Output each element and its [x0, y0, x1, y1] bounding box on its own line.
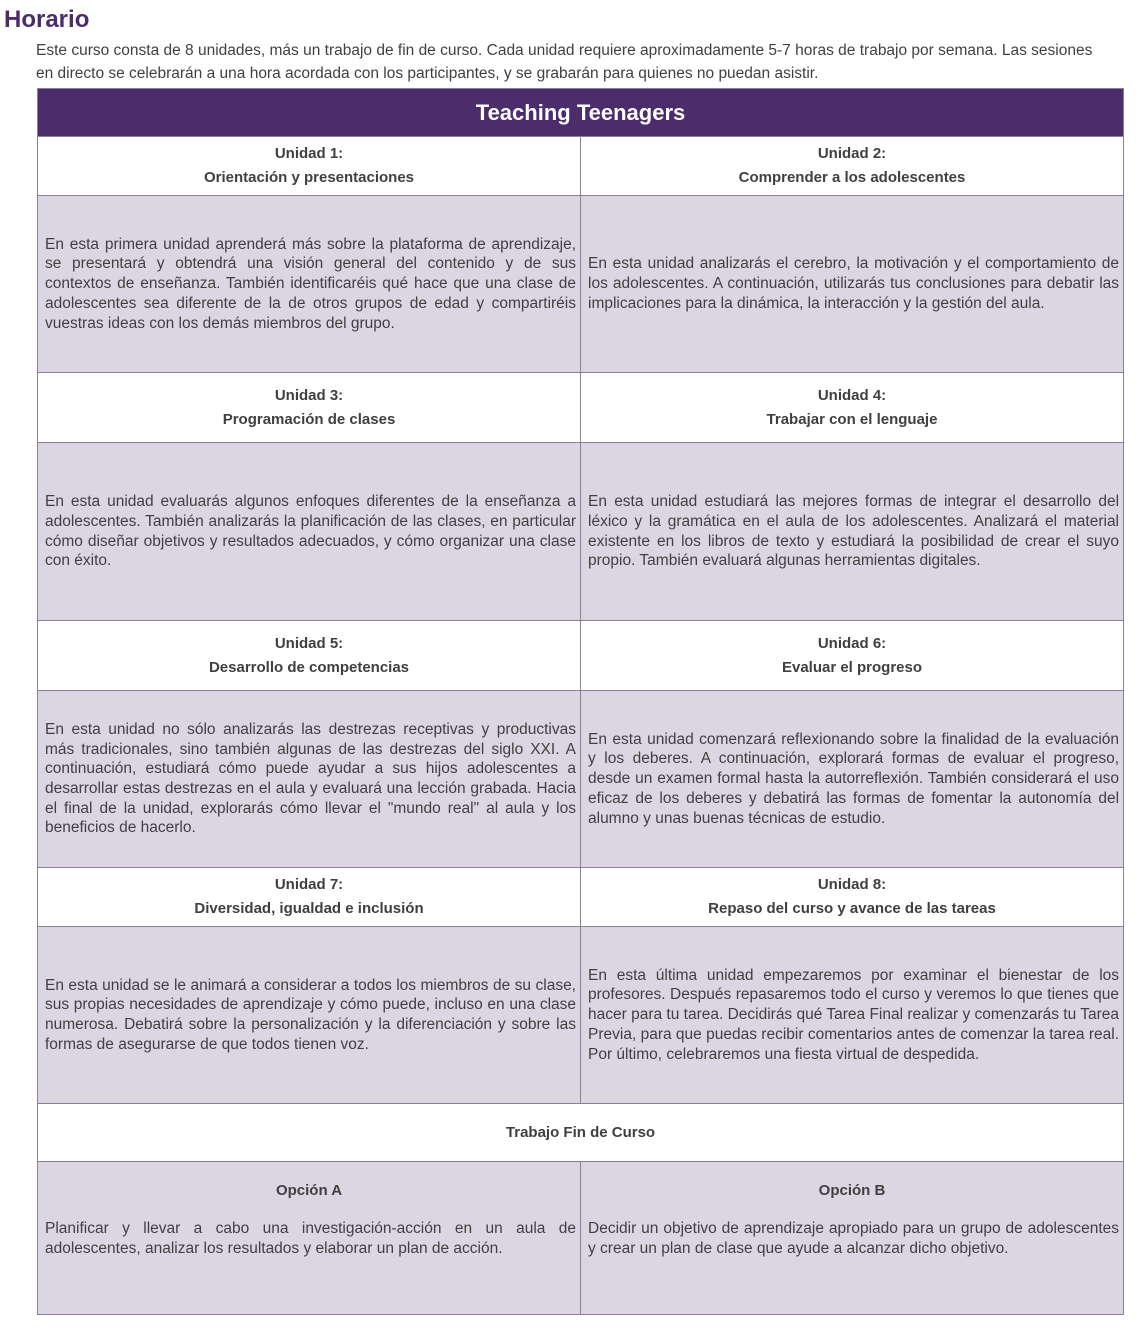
unit-5-body	[38, 691, 581, 868]
unit-8-number: Unidad 8:	[817, 876, 887, 893]
unit-6-name: Evaluar el progreso	[781, 658, 923, 676]
unit-1-number: Unidad 1:	[274, 145, 344, 162]
unit-5-header	[38, 621, 581, 691]
unit-6-body	[581, 691, 1124, 868]
unit-2-name: Comprender a los adolescentes	[738, 169, 966, 186]
unit-7-number: Unidad 7:	[274, 876, 344, 893]
unit-5-number: Unidad 5:	[274, 634, 344, 652]
unit-6-description: En esta unidad comenzará reflexionando sobre la finalidad de la evaluación y los deberes. A continuación, explorará formas de evaluar el progreso, desde un examen formal hasta la autorreflexión. También considerará el uso eficaz de los deberes y debatirá las formas de fomentar la autonomía del alumno y unas buenas técnicas de estudio.	[588, 730, 1120, 827]
unit-7-header	[38, 868, 581, 927]
unit-8-body	[581, 927, 1124, 1104]
option-b-title: Opción B	[818, 1182, 886, 1199]
option-a-title: Opción A	[275, 1182, 343, 1199]
option-a-description: Planificar y llevar a cabo una investigación-acción en un aula de adolescentes, analizar los resultados y elaborar un plan de acción.	[45, 1220, 576, 1257]
option-b-description: Decidir un objetivo de aprendizaje apropiado para un grupo de adolescentes y crear un plan de clase que ayude a alcanzar dicho objetivo.	[588, 1220, 1120, 1257]
unit-1-header	[38, 137, 581, 196]
page-heading: Horario	[4, 6, 90, 33]
unit-8-name: Repaso del curso y avance de las tareas	[708, 900, 996, 917]
unit-3-header	[38, 373, 581, 443]
unit-1-body	[38, 196, 581, 373]
table-title: Teaching Teenagers	[38, 89, 1124, 137]
unit-1-name: Orientación y presentaciones	[203, 169, 415, 186]
unit-2-body	[581, 196, 1124, 373]
schedule-table	[37, 88, 1124, 1315]
unit-2-number: Unidad 2:	[817, 145, 887, 162]
option-b-cell	[581, 1162, 1124, 1315]
unit-3-name: Programación de clases	[222, 410, 396, 428]
unit-6-number: Unidad 6:	[817, 634, 887, 652]
unit-7-description: En esta unidad se le animará a considerar a todos los miembros de su clase, sus propias necesidades de aprendizaje y cómo puede, incluso en una clase numerosa. Debatirá sobre la personalización y la diferenciación y sobre las formas de asegurarse de que todos tienen voz.	[45, 976, 576, 1053]
unit-7-name: Diversidad, igualdad e inclusión	[194, 900, 424, 917]
unit-5-name: Desarrollo de competencias	[208, 658, 410, 676]
unit-2-description: En esta unidad analizarás el cerebro, la motivación y el comportamiento de los adolescentes. A continuación, utilizarás tus conclusiones para debatir las implicaciones para la dinámica, la interacción y la gestión del aula.	[588, 255, 1120, 312]
unit-2-header	[581, 137, 1124, 196]
option-a-cell	[38, 1162, 581, 1315]
unit-3-body	[38, 443, 581, 621]
final-project-title: Trabajo Fin de Curso	[38, 1104, 1124, 1162]
unit-4-header	[581, 373, 1124, 443]
unit-4-number: Unidad 4:	[817, 386, 887, 404]
unit-4-name: Trabajar con el lenguaje	[766, 410, 938, 428]
unit-8-description: En esta última unidad empezaremos por examinar el bienestar de los profesores. Después repasaremos todo el curso y veremos lo que tienes que hacer para tu tarea. Decidirás qué Tarea Final realizar y comenzarás tu Tarea Previa, para que puedas recibir comentarios antes de comenzar la tarea real. Por último, celebraremos una fiesta virtual de despedida.	[588, 966, 1120, 1063]
unit-4-body	[581, 443, 1124, 621]
unit-3-number: Unidad 3:	[274, 386, 344, 404]
intro-paragraph: Este curso consta de 8 unidades, más un trabajo de fin de curso. Cada unidad requiere aproximadamente 5-7 horas de trabajo por semana. Las sesiones en directo se celebrarán a una hora acordada con los participantes, y se grabarán para quienes no puedan asistir.	[36, 42, 1093, 82]
unit-8-header	[581, 868, 1124, 927]
unit-3-description: En esta unidad evaluarás algunos enfoques diferentes de la enseñanza a adolescentes. También analizarás la planificación de las clases, en particular cómo diseñar objetivos y resultados adecuados, y cómo organizar una clase con éxito.	[45, 493, 576, 570]
unit-4-description: En esta unidad estudiará las mejores formas de integrar el desarrollo del léxico y la gramática en el aula de los adolescentes. Analizará el material existente en los libros de texto y estudiará la posibilidad de crear el suyo propio. También evaluará algunas herramientas digitales.	[588, 493, 1120, 570]
unit-5-description: En esta unidad no sólo analizarás las destrezas receptivas y productivas más tradicionales, sino también algunas de las destrezas del siglo XXI. A continuación, estudiará cómo puede ayudar a sus hijos adolescentes a desarrollar estas destrezas en el aula y evaluará una lección grabada. Hacia el final de la unidad, explorarás cómo llevar el "mundo real" al aula y los beneficios de hacerlo.	[45, 720, 576, 837]
unit-1-description: En esta primera unidad aprenderá más sobre la plataforma de aprendizaje, se presentará y obtendrá una visión general del contenido y de sus contextos de enseñanza. También identificaréis qué hace que una clase de adolescentes sea diferente de la de otros grupos de edad y compartiréis vuestras ideas con los demás miembros del grupo.	[45, 235, 576, 332]
unit-7-body	[38, 927, 581, 1104]
unit-6-header	[581, 621, 1124, 691]
